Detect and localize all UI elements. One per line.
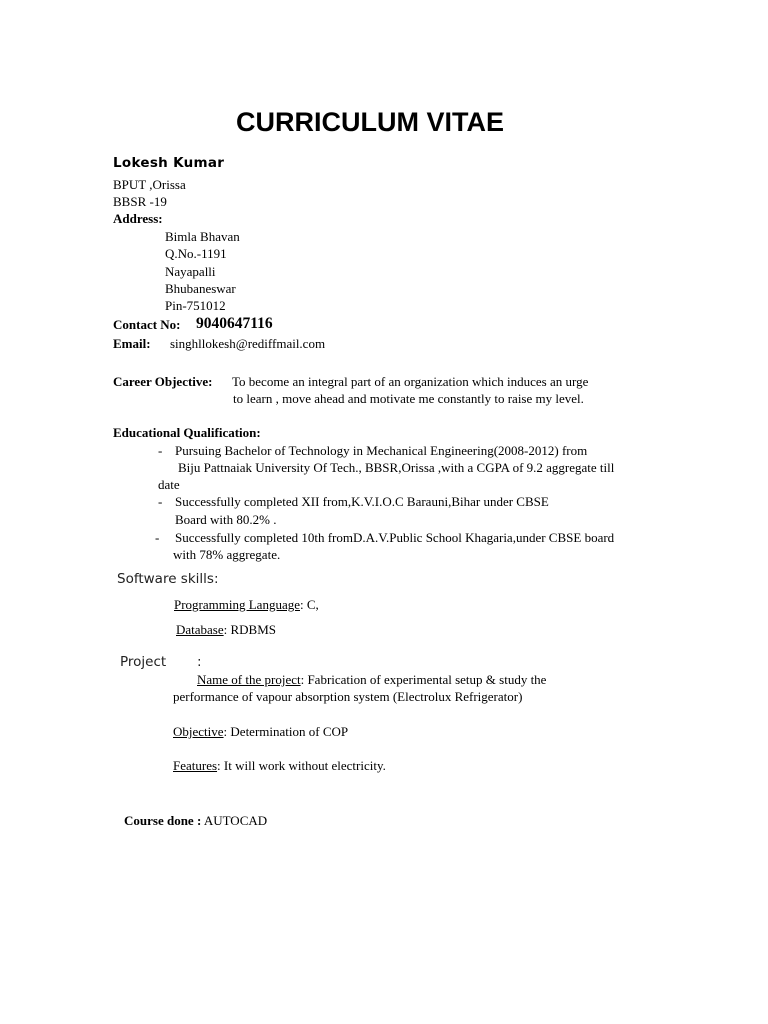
database-label: Database (176, 622, 224, 637)
address-line: Nayapalli (165, 264, 216, 279)
project-features-label: Features (173, 758, 218, 773)
list-bullet: - (158, 443, 163, 458)
list-bullet: - (158, 494, 163, 509)
address-line: Q.No.-1191 (165, 246, 227, 261)
project-label: Project (120, 654, 167, 670)
course-label: Course done : (124, 813, 202, 828)
page-title: CURRICULUM VITAE (236, 107, 504, 137)
education-item: Successfully completed XII from,K.V.I.O.C Barauni,Bihar under CBSE (175, 494, 549, 509)
project-name-continued: performance of vapour absorption system (Electrolux Refrigerator) (173, 689, 523, 704)
address-line: Bimla Bhavan (165, 229, 240, 244)
programming-language-value: : C, (300, 597, 319, 612)
project-objective-label: Objective (173, 724, 224, 739)
email-address: singhllokesh@rediffmail.com (170, 336, 326, 351)
education-item: with 78% aggregate. (173, 547, 281, 562)
career-objective-text: To become an integral part of an organization which induces an urge (232, 374, 589, 389)
list-bullet: - (155, 530, 160, 545)
contact-label: Contact No: (113, 317, 181, 332)
career-objective-text: to learn , move ahead and motivate me constantly to raise my level. (233, 391, 584, 406)
project-colon: : (197, 654, 202, 670)
software-skills-label: Software skills: (117, 571, 219, 587)
education-item: Successfully completed 10th fromD.A.V.Public School Khagaria,under CBSE board (175, 530, 615, 545)
project-name-label: Name of the project (197, 672, 301, 687)
email-label: Email: (113, 336, 151, 351)
education-label: Educational Qualification: (113, 425, 261, 440)
education-item: Pursuing Bachelor of Technology in Mechanical Engineering(2008-2012) from (175, 443, 588, 458)
education-item: Biju Pattnaiak University Of Tech., BBSR,Orissa ,with a CGPA of 9.2 aggregate till (178, 460, 615, 475)
contact-number: 9040647116 (196, 315, 273, 332)
address-line: Bhubaneswar (165, 281, 236, 296)
course-value: AUTOCAD (203, 813, 268, 828)
career-objective-label: Career Objective: (113, 374, 213, 389)
candidate-name: Lokesh Kumar (113, 155, 225, 171)
project-objective-value: : Determination of COP (223, 724, 349, 739)
city-line: BBSR -19 (113, 194, 167, 209)
programming-language-label: Programming Language (174, 597, 300, 612)
education-item: date (158, 477, 180, 492)
project-features-value: : It will work without electricity. (217, 758, 386, 773)
address-label: Address: (113, 211, 163, 226)
project-name-value: : Fabrication of experimental setup & study the (300, 672, 547, 687)
database-value: : RDBMS (223, 622, 277, 637)
address-line: Pin-751012 (165, 298, 226, 313)
education-item: Board with 80.2% . (175, 512, 277, 527)
institution-line: BPUT ,Orissa (113, 177, 186, 192)
